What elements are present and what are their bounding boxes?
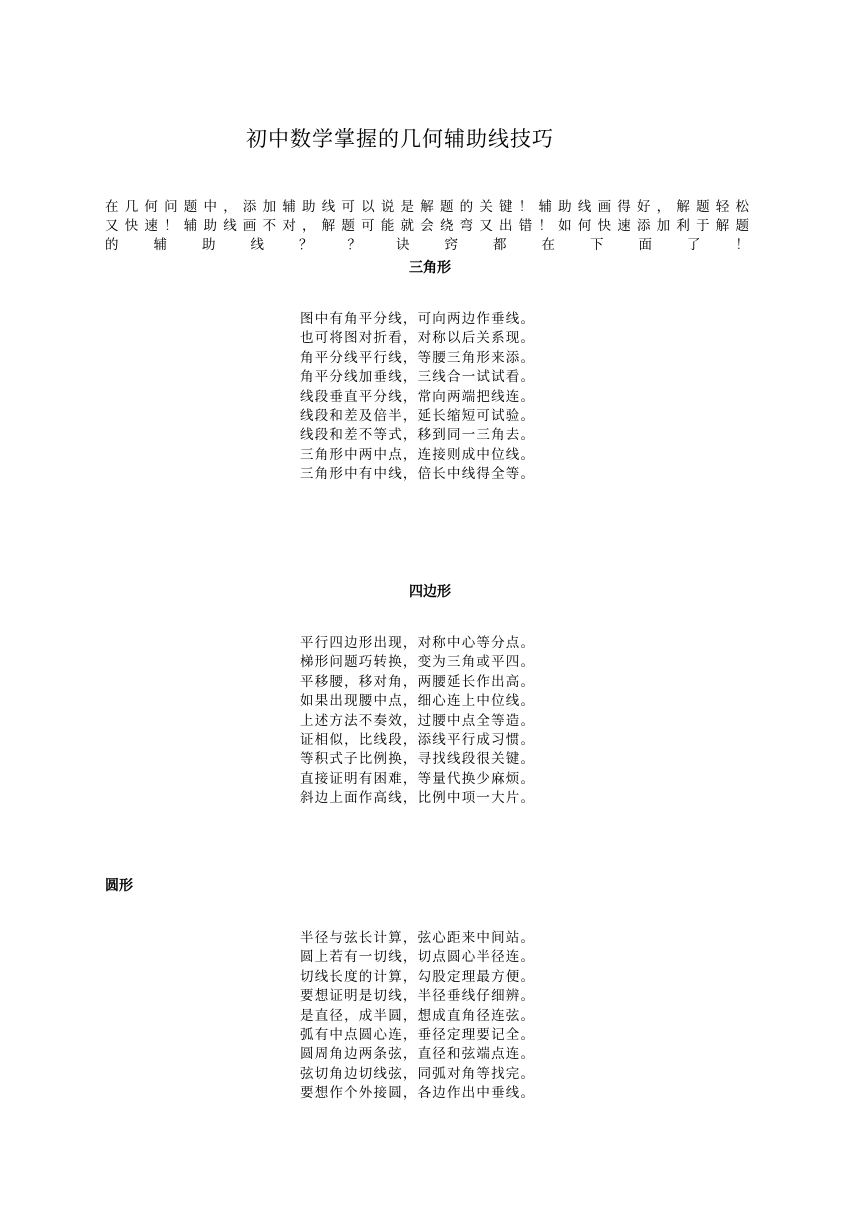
- verse-line: 切线长度的计算，勾股定理最方便。: [300, 968, 536, 985]
- intro-line: 又快速！辅助线画不对，解题可能就会绕弯又出错！如何快速添加利于解题: [105, 218, 753, 234]
- verse-line: 梯形问题巧转换，变为三角或平四。: [300, 654, 536, 671]
- verse-line: 线段和差及倍半，延长缩短可试验。: [300, 408, 536, 425]
- verse-line: 圆周角边两条弦，直径和弦端点连。: [300, 1046, 536, 1063]
- verse-line: 要想作个外接圆，各边作出中垂线。: [300, 1085, 536, 1102]
- verse-line: 线段和差不等式，移到同一三角去。: [300, 427, 536, 444]
- intro-line: 在几何问题中，添加辅助线可以说是解题的关键！辅助线画得好，解题轻松: [105, 199, 753, 215]
- verse-line: 如果出现腰中点，细心连上中位线。: [300, 693, 536, 710]
- verse-line: 上述方法不奏效，过腰中点全等造。: [300, 712, 536, 729]
- verse-line: 三角形中有中线，倍长中线得全等。: [300, 466, 536, 483]
- intro-paragraph: [105, 198, 753, 255]
- section-heading-quadrilateral: 四边形: [409, 584, 451, 600]
- verse-line: 平移腰，移对角，两腰延长作出高。: [300, 673, 536, 690]
- verse-line: 等积式子比例换，寻找线段很关键。: [300, 751, 536, 768]
- verse-line: 证相似，比线段，添线平行成习惯。: [300, 732, 536, 749]
- verse-line: 圆上若有一切线，切点圆心半径连。: [300, 949, 536, 966]
- quadrilateral-verse-list: [300, 634, 620, 809]
- verse-line: 是直径，成半圆，想成直角径连弦。: [300, 1007, 536, 1024]
- verse-line: 角平分线加垂线，三线合一试试看。: [300, 369, 536, 386]
- circle-verse-list: [300, 929, 620, 1104]
- verse-line: 要想证明是切线，半径垂线仔细辨。: [300, 988, 536, 1005]
- verse-line: 弦切角边切线弦，同弧对角等找完。: [300, 1065, 536, 1082]
- verse-line: 三角形中两中点，连接则成中位线。: [300, 446, 536, 463]
- verse-line: 半径与弦长计算，弦心距来中间站。: [300, 930, 536, 946]
- verse-line: 角平分线平行线，等腰三角形来添。: [300, 349, 536, 366]
- verse-line: 弧有中点圆心连，垂径定理要记全。: [300, 1027, 536, 1044]
- verse-line: 直接证明有困难，等量代换少麻烦。: [300, 770, 536, 787]
- verse-line: 斜边上面作高线，比例中项一大片。: [300, 790, 536, 807]
- document-title: 初中数学掌握的几何辅助线技巧: [246, 127, 554, 151]
- triangle-verse-list: [300, 310, 620, 485]
- verse-line: 图中有角平分线，可向两边作垂线。: [300, 311, 536, 327]
- verse-line: 也可将图对折看，对称以后关系现。: [300, 330, 536, 347]
- verse-line: 线段垂直平分线，常向两端把线连。: [300, 388, 536, 405]
- section-heading-circle: 圆形: [105, 878, 133, 894]
- intro-line: 的辅助线？？诀窍都在下面了！: [105, 237, 753, 253]
- verse-line: 平行四边形出现，对称中心等分点。: [300, 635, 536, 651]
- section-heading-triangle: 三角形: [409, 260, 451, 276]
